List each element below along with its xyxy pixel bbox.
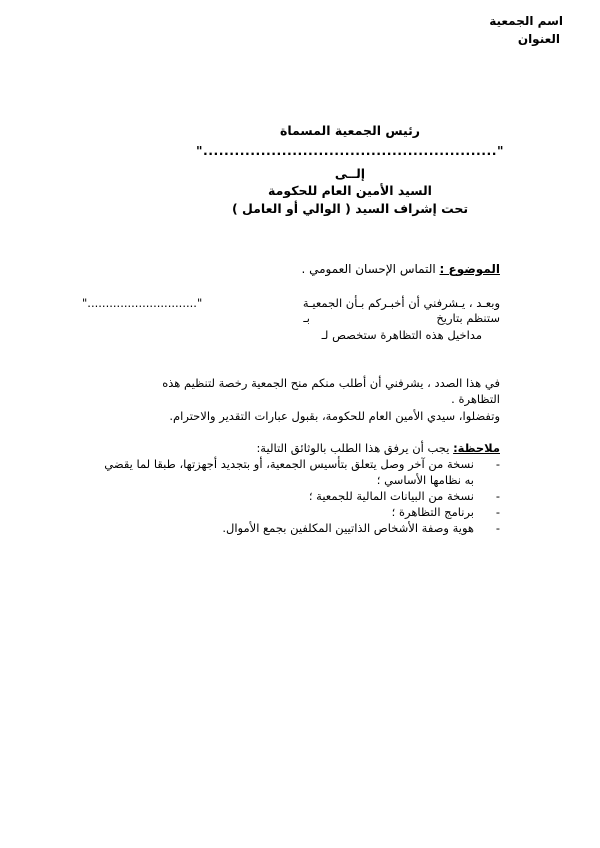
request-paragraph-cont: التظاهرة .	[451, 392, 500, 406]
bullet-dash: -	[495, 505, 500, 519]
bullet-dash: -	[495, 457, 500, 471]
note-text: يجب أن يرفق هذا الطلب بالوثائق التالية:	[256, 441, 450, 455]
list-item	[40, 504, 500, 520]
request-paragraph: في هذا الصدد ، يشرفني أن أطلب منكم منح الجمعية رخصة لتنظيم هذه	[162, 376, 500, 390]
subject-line	[301, 262, 500, 276]
list-item-text-cont: به نظامها الأساسي ؛	[376, 473, 474, 487]
list-item-text: برنامج التظاهرة ؛	[391, 505, 474, 519]
association-name-label: اسم الجمعية	[489, 14, 563, 28]
association-name-blank: "........................................................"	[196, 143, 504, 158]
announcement-paragraph: وبعـد ، يـشرفني أن أخبـركم بـأن الجمعيـة	[302, 296, 500, 310]
subject-text: التماس الإحسان العمومي .	[301, 262, 436, 276]
event-place-label: بـ	[303, 311, 310, 325]
list-item-text: نسخة من آخر وصل يتعلق بتأسيس الجمعية، أو بتجديد أجهزتها، طبقا لما يقضي	[104, 457, 474, 471]
list-item	[40, 456, 500, 488]
proceeds-line: مداخيل هذه التظاهرة ستخصص لـ	[321, 328, 482, 342]
closing-line: وتفضلوا، سيدي الأمين العام للحكومة، بقبول عبارات التقدير والاحترام.	[169, 409, 500, 423]
event-date-line: ستنظم بتاريخ	[436, 311, 500, 325]
supervision-line: تحت إشراف السيد ( الوالي أو العامل )	[231, 201, 469, 216]
bullet-dash: -	[495, 521, 500, 535]
required-documents-list	[40, 456, 500, 536]
list-item	[40, 520, 500, 536]
list-item-text: هوية وصفة الأشخاص الذاتيين المكلفين بجمع الأموال.	[222, 521, 474, 535]
sender-title: رئيس الجمعية المسماة	[279, 123, 420, 138]
association-blank-quote: ".............................."	[82, 296, 203, 310]
subject-label: الموضوع :	[439, 262, 500, 276]
to-label: إلــى	[334, 166, 366, 181]
recipient-title: السيد الأمين العام للحكومة	[268, 183, 432, 198]
note-line	[256, 441, 500, 455]
address-label: العنوان	[517, 32, 560, 46]
list-item-text: نسخة من البيانات المالية للجمعية ؛	[308, 489, 474, 503]
bullet-dash: -	[495, 489, 500, 503]
note-label: ملاحظة:	[453, 441, 500, 455]
list-item	[40, 488, 500, 504]
